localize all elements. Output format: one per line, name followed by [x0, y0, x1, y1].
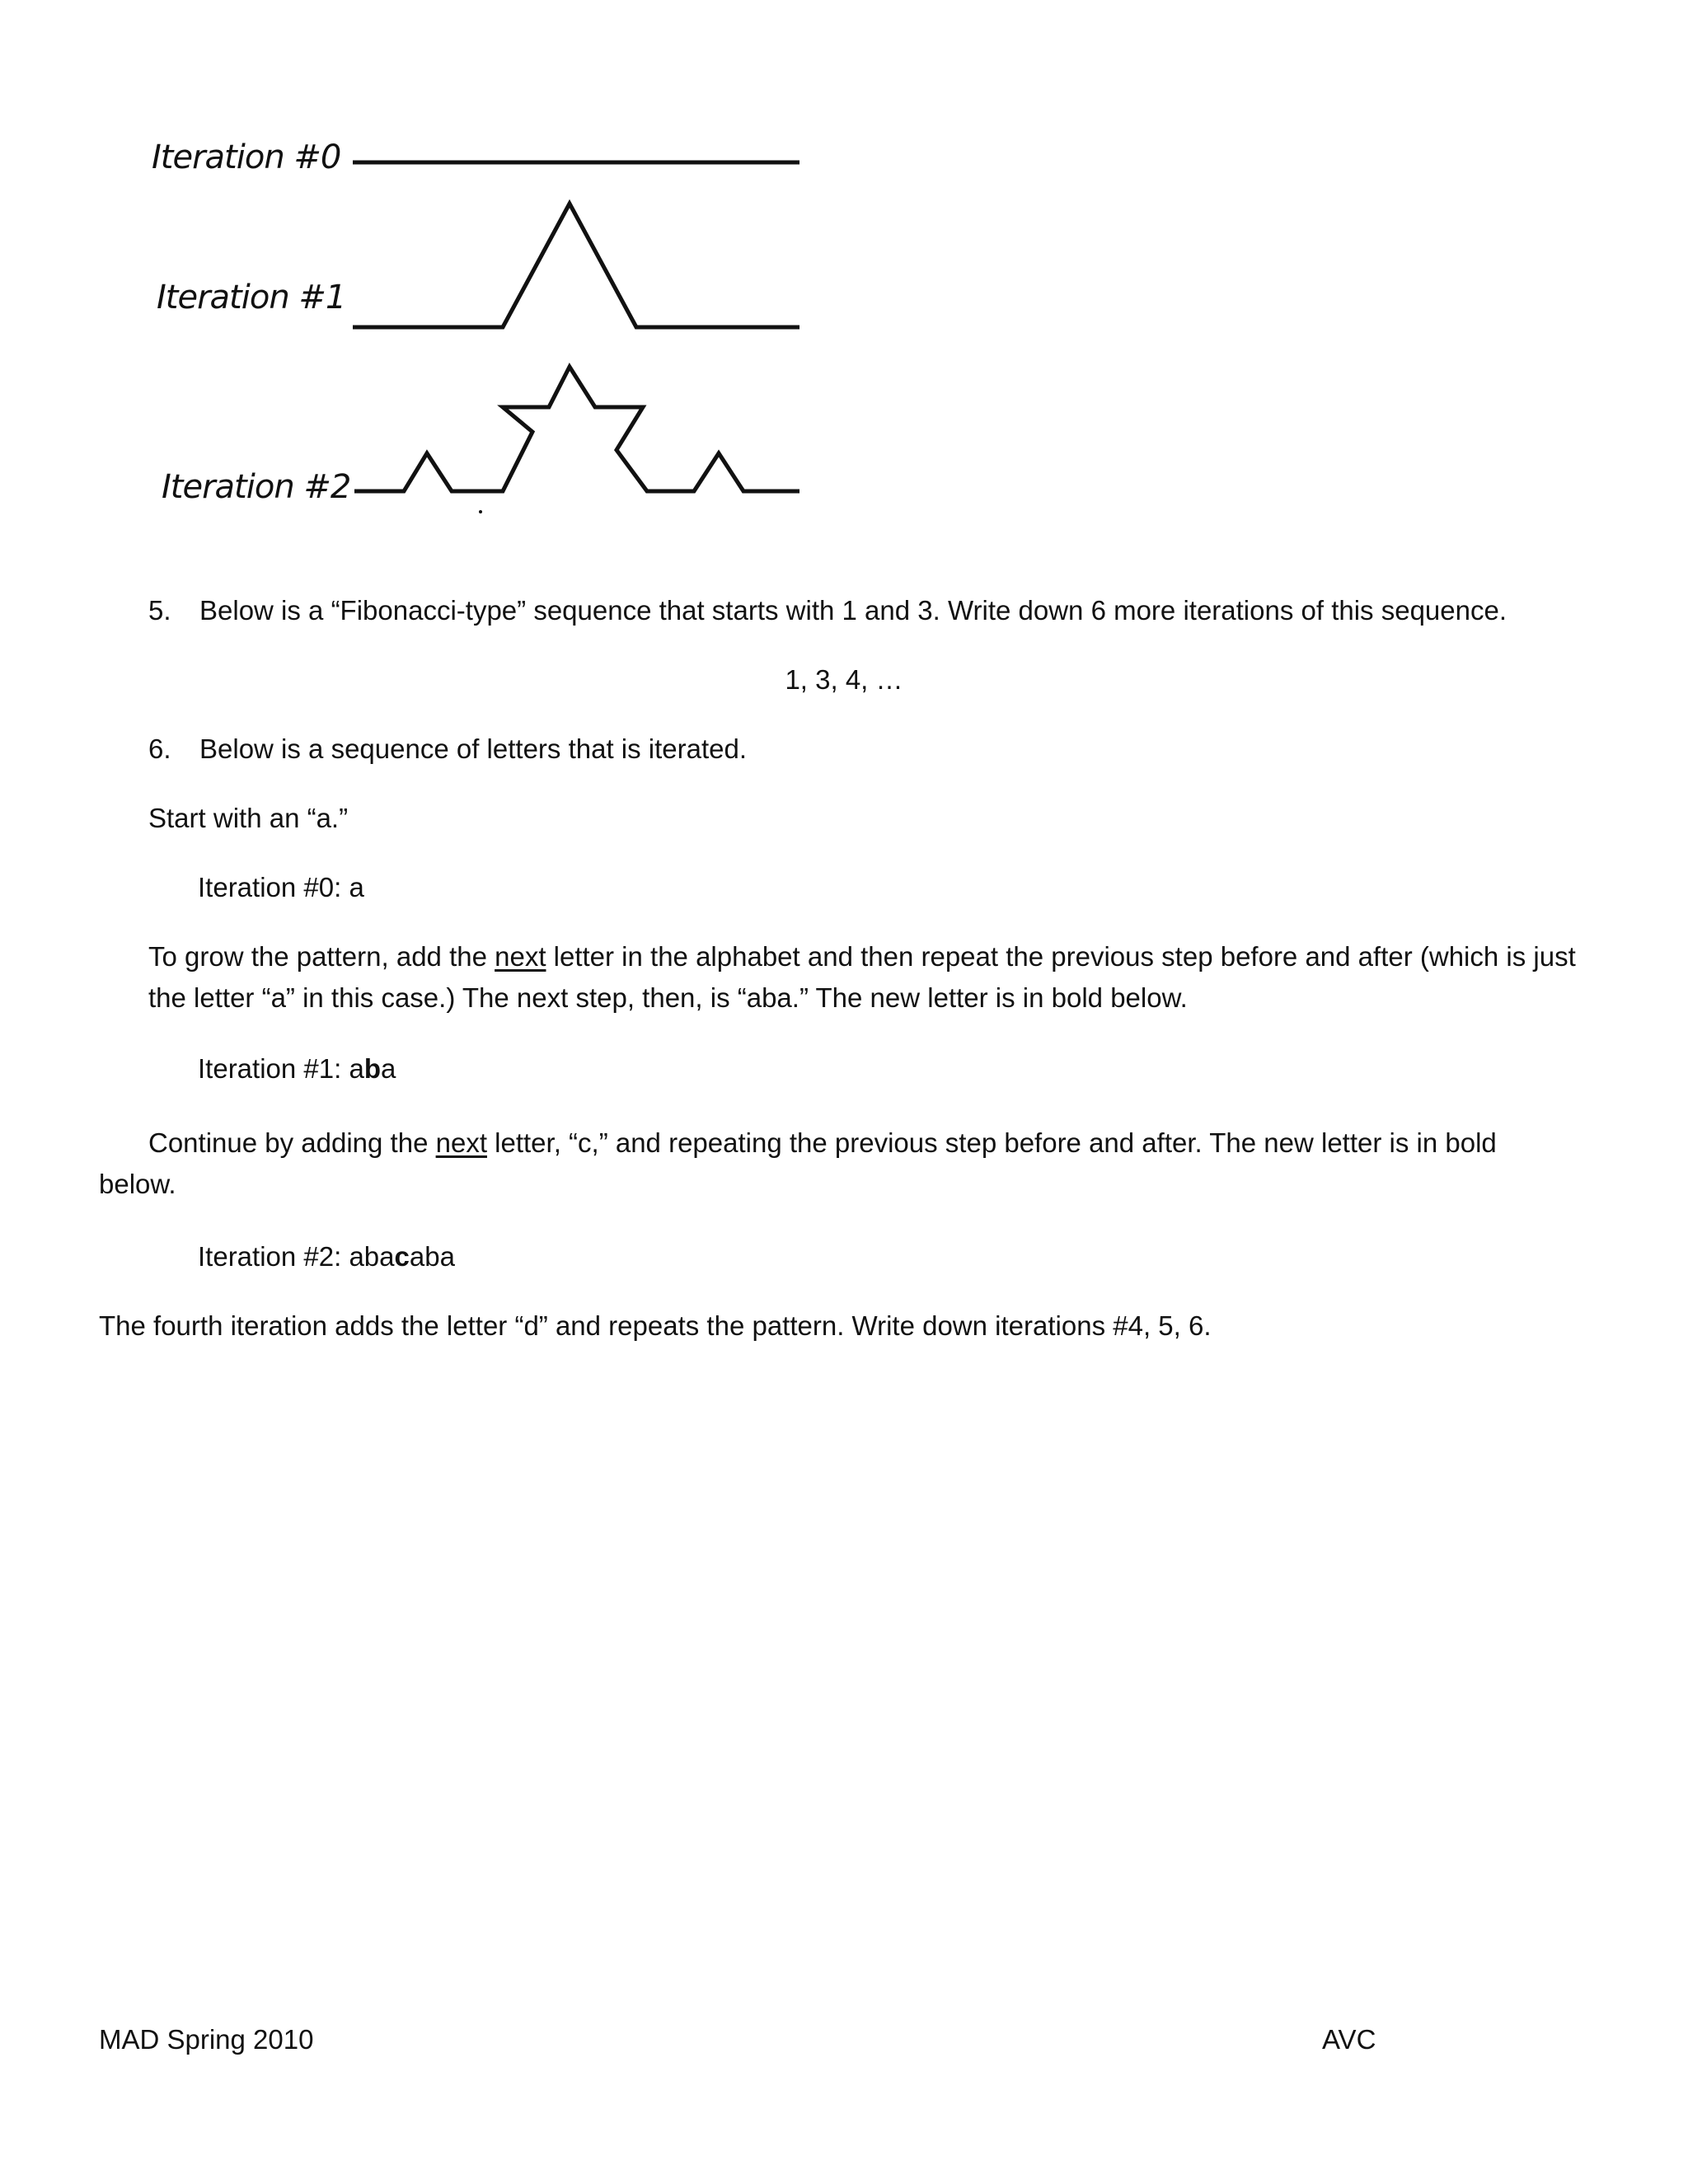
footer-left: MAD Spring 2010	[99, 2024, 314, 2055]
sequence-value: 1, 3, 4, …	[785, 664, 903, 695]
start-line: Start with an “a.”	[148, 803, 349, 833]
grow-next-underlined: next	[495, 941, 546, 972]
iteration-1-bold: b	[363, 1053, 381, 1084]
iteration-1-post: a	[380, 1053, 396, 1084]
iteration-1-pre: a	[349, 1053, 364, 1084]
continue-next-underlined: next	[435, 1127, 487, 1158]
koch-curve-drawing	[140, 107, 832, 536]
iteration-2-curve	[354, 367, 799, 491]
iteration-1-text	[198, 1048, 396, 1090]
koch-curve-figure	[140, 107, 832, 536]
iteration-2-post: aba	[409, 1241, 455, 1272]
continue-text-1: Continue by adding the	[148, 1127, 436, 1158]
iteration-0-label: Iteration #0:	[198, 872, 349, 902]
fibonacci-sequence	[0, 659, 1688, 701]
iteration-0-value: a	[349, 872, 364, 902]
question-6	[148, 729, 747, 770]
continue-paragraph-line1	[148, 1122, 1497, 1164]
iteration-2-text	[198, 1236, 455, 1277]
iteration-2-bold: c	[394, 1241, 410, 1272]
question-5-text: Below is a “Fibonacci-type” sequence that starts with 1 and 3. Write down 6 more iterations of this sequence.	[199, 595, 1507, 626]
grow-text-2: letter in the alphabet and then repeat the previous step before and after (which is just the letter “a” in this case.) The next step, then, is “aba.” The new letter is in bold below.	[148, 941, 1576, 1013]
iteration-2-pre: aba	[349, 1241, 395, 1272]
iteration-2-label: Iteration #2:	[198, 1241, 349, 1272]
question-5-number: 5.	[148, 595, 171, 626]
stray-dot	[479, 510, 482, 513]
iteration-1-label: Iteration #1:	[198, 1053, 349, 1084]
question-5	[148, 590, 1507, 631]
iteration-1-curve	[353, 204, 799, 327]
continue-paragraph-line2: below.	[99, 1169, 176, 1199]
iteration-0-text	[198, 867, 364, 908]
grow-paragraph	[148, 936, 1582, 1019]
footer-right: AVC	[1322, 2024, 1376, 2055]
label-iteration-0: Iteration #0	[152, 138, 341, 176]
question-6-intro: Below is a sequence of letters that is iterated.	[199, 733, 748, 764]
label-iteration-1: Iteration #1	[157, 279, 346, 316]
grow-text-1: To grow the pattern, add the	[148, 941, 495, 972]
label-iteration-2: Iteration #2	[162, 468, 351, 506]
continue-text-2: letter, “c,” and repeating the previous step before and after. The new letter is in bold	[486, 1127, 1497, 1158]
final-instruction: The fourth iteration adds the letter “d” and repeats the pattern. Write down iterations #4, 5, 6.	[99, 1310, 1212, 1341]
question-6-number: 6.	[148, 733, 171, 764]
